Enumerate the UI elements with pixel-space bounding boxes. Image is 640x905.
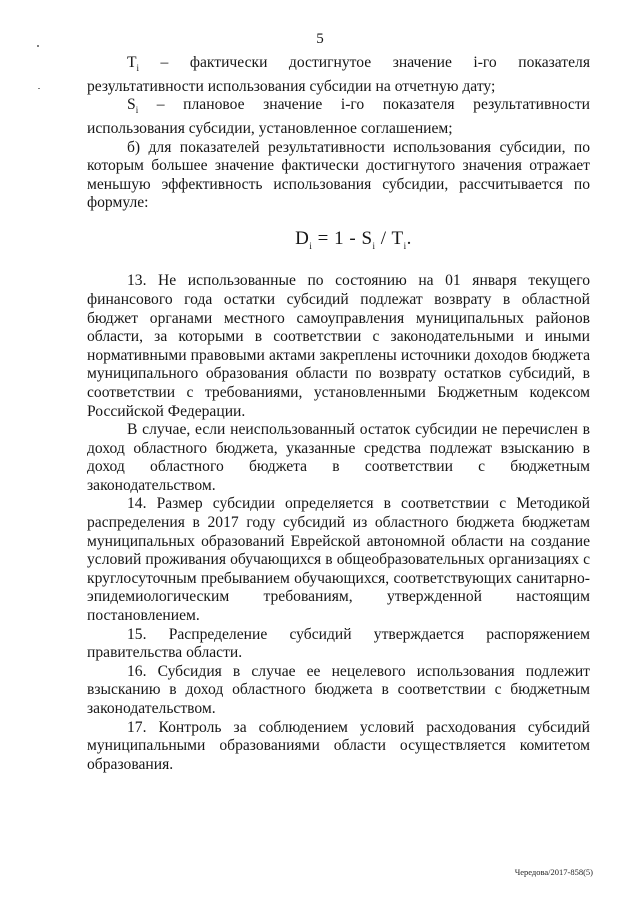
paragraph-case: В случае, если неиспользованный остаток субсидии не перечислен в доход областного бюджета, указанные средства подлежат взысканию в доход областного бюджета в соответствии с бюджетным законодательством. xyxy=(87,421,590,494)
paragraph-17: 17. Контроль за соблюдением условий расходования субсидий муниципальными образованиями области осуществляется комитетом образования. xyxy=(87,718,590,773)
paragraph-14: 14. Размер субсидии определяется в соответствии с Методикой распределения в 2017 году субсидий из областного бюджета бюджетам муниципальных образований Еврейской автономной области на создание условий проживания обучающихся в общеобразовательных организациях с круглосуточным пребыванием обучающихся, соответствующих санитарно-эпидемиологическим требованиям, утвержденной настоящим постановлением. xyxy=(87,495,590,625)
paragraph-b: б) для показателей результативности использования субсидии, по которым большее значение фактически достигнутого значения отражает меньшую эффективность использования субсидии, рассчитывается по формуле: xyxy=(87,138,590,212)
definition-t: $T_i$ – фактически достигнутое значение i-го показателя результативности использования субсидии на отчетную дату; xyxy=(87,54,590,95)
formula: $D_i = 1 - S_i / T_i$. xyxy=(295,227,412,251)
paragraph-13: 13. Не использованные по состоянию на 01 января текущего финансового года остатки субсидий подлежат возврату в областной бюджет органами местного самоуправления муниципальных районов области, за которыми в соответствии с законодательными и иными нормативными правовыми актами закреплены источники доходов бюджета муниципального образования области по возврату остатков субсидий, в соответствии с требованиями, установленными Бюджетным кодексом Российской Федерации. xyxy=(87,272,590,420)
scan-speck xyxy=(38,88,40,89)
scan-speck xyxy=(37,45,39,47)
paragraph-16: 16. Субсидия в случае ее нецелевого использования подлежит взысканию в доход областного бюджета в соответствии с бюджетным законодательством. xyxy=(87,662,590,718)
definition-s: $S_i$ – плановое значение i-го показателя результативности использования субсидии, установленное соглашением; xyxy=(87,96,590,137)
paragraph-15: 15. Распределение субсидий утверждается распоряжением правительства области. xyxy=(87,625,590,662)
document-body xyxy=(87,54,590,774)
page-number: 5 xyxy=(316,31,324,47)
footer-document-code: Чередова/2017-858(5) xyxy=(514,867,593,877)
